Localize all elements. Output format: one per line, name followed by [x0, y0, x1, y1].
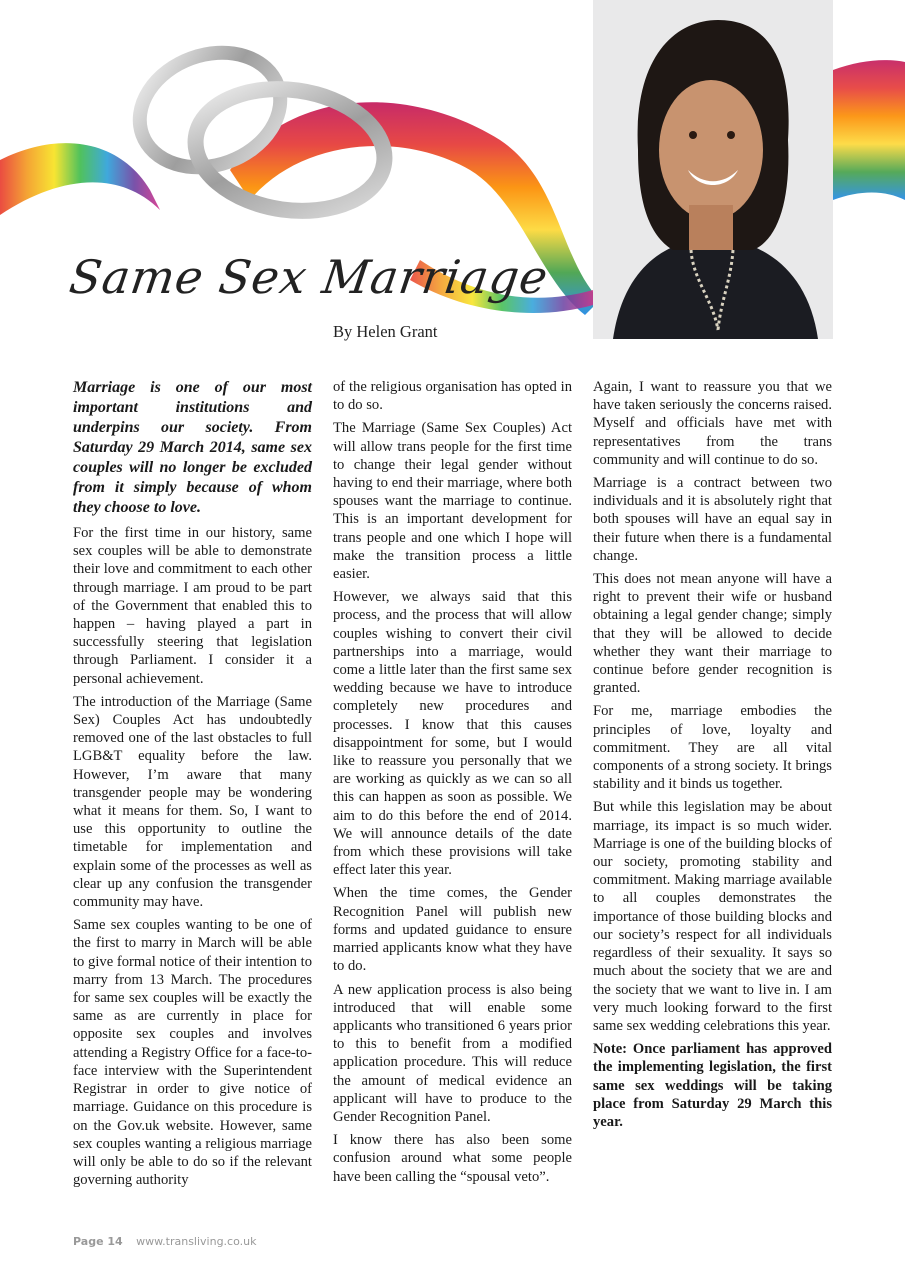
column-3 [593, 378, 832, 1136]
paragraph: I know there has also been some confusion around what some people have been calling the “spousal veto”. [333, 1132, 572, 1185]
paragraph: A new application process is also being introduced that will enable some applicants who transitioned 6 years prior to this to benefit from a modified application procedure. This will reduce the amount of medical evidence an applicant will have to produce to the Gender Recognition Panel. [333, 981, 572, 1125]
website-link[interactable]: www.transliving.co.uk [136, 1235, 257, 1248]
column-2 [333, 378, 572, 1191]
article-title: Same Sex Marriage [66, 250, 552, 304]
note-paragraph: Note: Once parliament has approved the implementing legislation, the first same sex weddings will be taking place from Saturday 29 March this year. [593, 1041, 832, 1130]
paragraph: However, we always said that this process, and the process that will allow couples wishing to convert their civil partnerships into a marriage, would come a little later than the first same sex wedding because we have to introduce completely new procedures and processes. I know that this causes disappointment for some, but I would like to reassure you personally that we are working as quickly as we can so all this can happen as soon as possible. We aim to do this before the end of 2014. We will announce details of the date from which these provisions will take effect later this year. [333, 589, 572, 879]
paragraph: This does not mean anyone will have a right to prevent their wife or husband obtaining a legal gender change; simply that they will be allowed to decide whether they want their marriage to continue before gender recognition is granted. [593, 571, 832, 697]
paragraph: Marriage is a contract between two individuals and it is absolutely right that both spouses will have an equal say in their future when there is a fundamental change. [593, 475, 832, 564]
article-byline: By Helen Grant [333, 322, 438, 341]
paragraph: But while this legislation may be about marriage, its impact is so much wider. Marriage is one of the building blocks of our society, promoting stability and commitment. Making marriage available to all couples demonstrates the importance of those building blocks and our society’s respect for all individuals regardless of their sexuality. It says so much about the society that we are and the society that we want to live in. I am very much looking forward to the first same sex wedding celebrations this year. [593, 799, 832, 1034]
lead-paragraph: Marriage is one of our most important institutions and underpins our society. From Saturday 29 March 2014, same sex couples will no longer be excluded from it simply because of whom they choose to love. [73, 379, 312, 516]
page-footer [73, 1235, 256, 1248]
paragraph: of the religious organisation has opted in to do so. [333, 379, 572, 414]
paragraph: When the time comes, the Gender Recognition Panel will publish new forms and updated guidance to ensure married applicants know what they have to do. [333, 885, 572, 975]
paragraph: Again, I want to reassure you that we have taken seriously the concerns raised. Myself and officials have met with representatives from the trans community and will continue to do so. [593, 379, 832, 468]
paragraph: The introduction of the Marriage (Same Sex) Couples Act has undoubtedly removed one of the last obstacles to full LGB&T equality before the law. However, I’m aware that many transgender people may be wondering what it means for them. So, I want to use this opportunity to outline the timetable for implementation and explain some of the processes as well as clear up any confusion the transgender community may have. [73, 693, 312, 911]
author-portrait [593, 0, 833, 339]
paragraph: For me, marriage embodies the principles of love, loyalty and commitment. They are all vital components of a strong society. It brings stability and it binds us together. [593, 703, 832, 793]
paragraph: For the first time in our history, same sex couples will be able to demonstrate their love and commitment to each other through marriage. I am proud to be part of the Government that enabled this to happen – having played a part in successfully steering that legislation through Parliament. I consider it a personal achievement. [73, 525, 312, 687]
paragraph: The Marriage (Same Sex Couples) Act will allow trans people for the first time to change their legal gender without having to end their marriage, where both spouses want the marriage to continue. This is an important development for trans people and one which I hope will make the transition process a little easier. [333, 420, 572, 583]
page-number: Page 14 [73, 1235, 123, 1248]
column-1 [73, 378, 312, 1194]
paragraph: Same sex couples wanting to be one of the first to marry in March will be able to give formal notice of their intention to marry from 13 March. The procedures for same sex couples will be exactly the same as are currently in place for opposite sex couples and involves attending a Registry Office for a face-to-face interview with the Superintendent Registrar in order to give notice of marriage. Guidance on this procedure is on the Gov.uk website. However, same sex couples wanting a religious marriage will only be able to do so if the relevant governing authority [73, 917, 312, 1189]
